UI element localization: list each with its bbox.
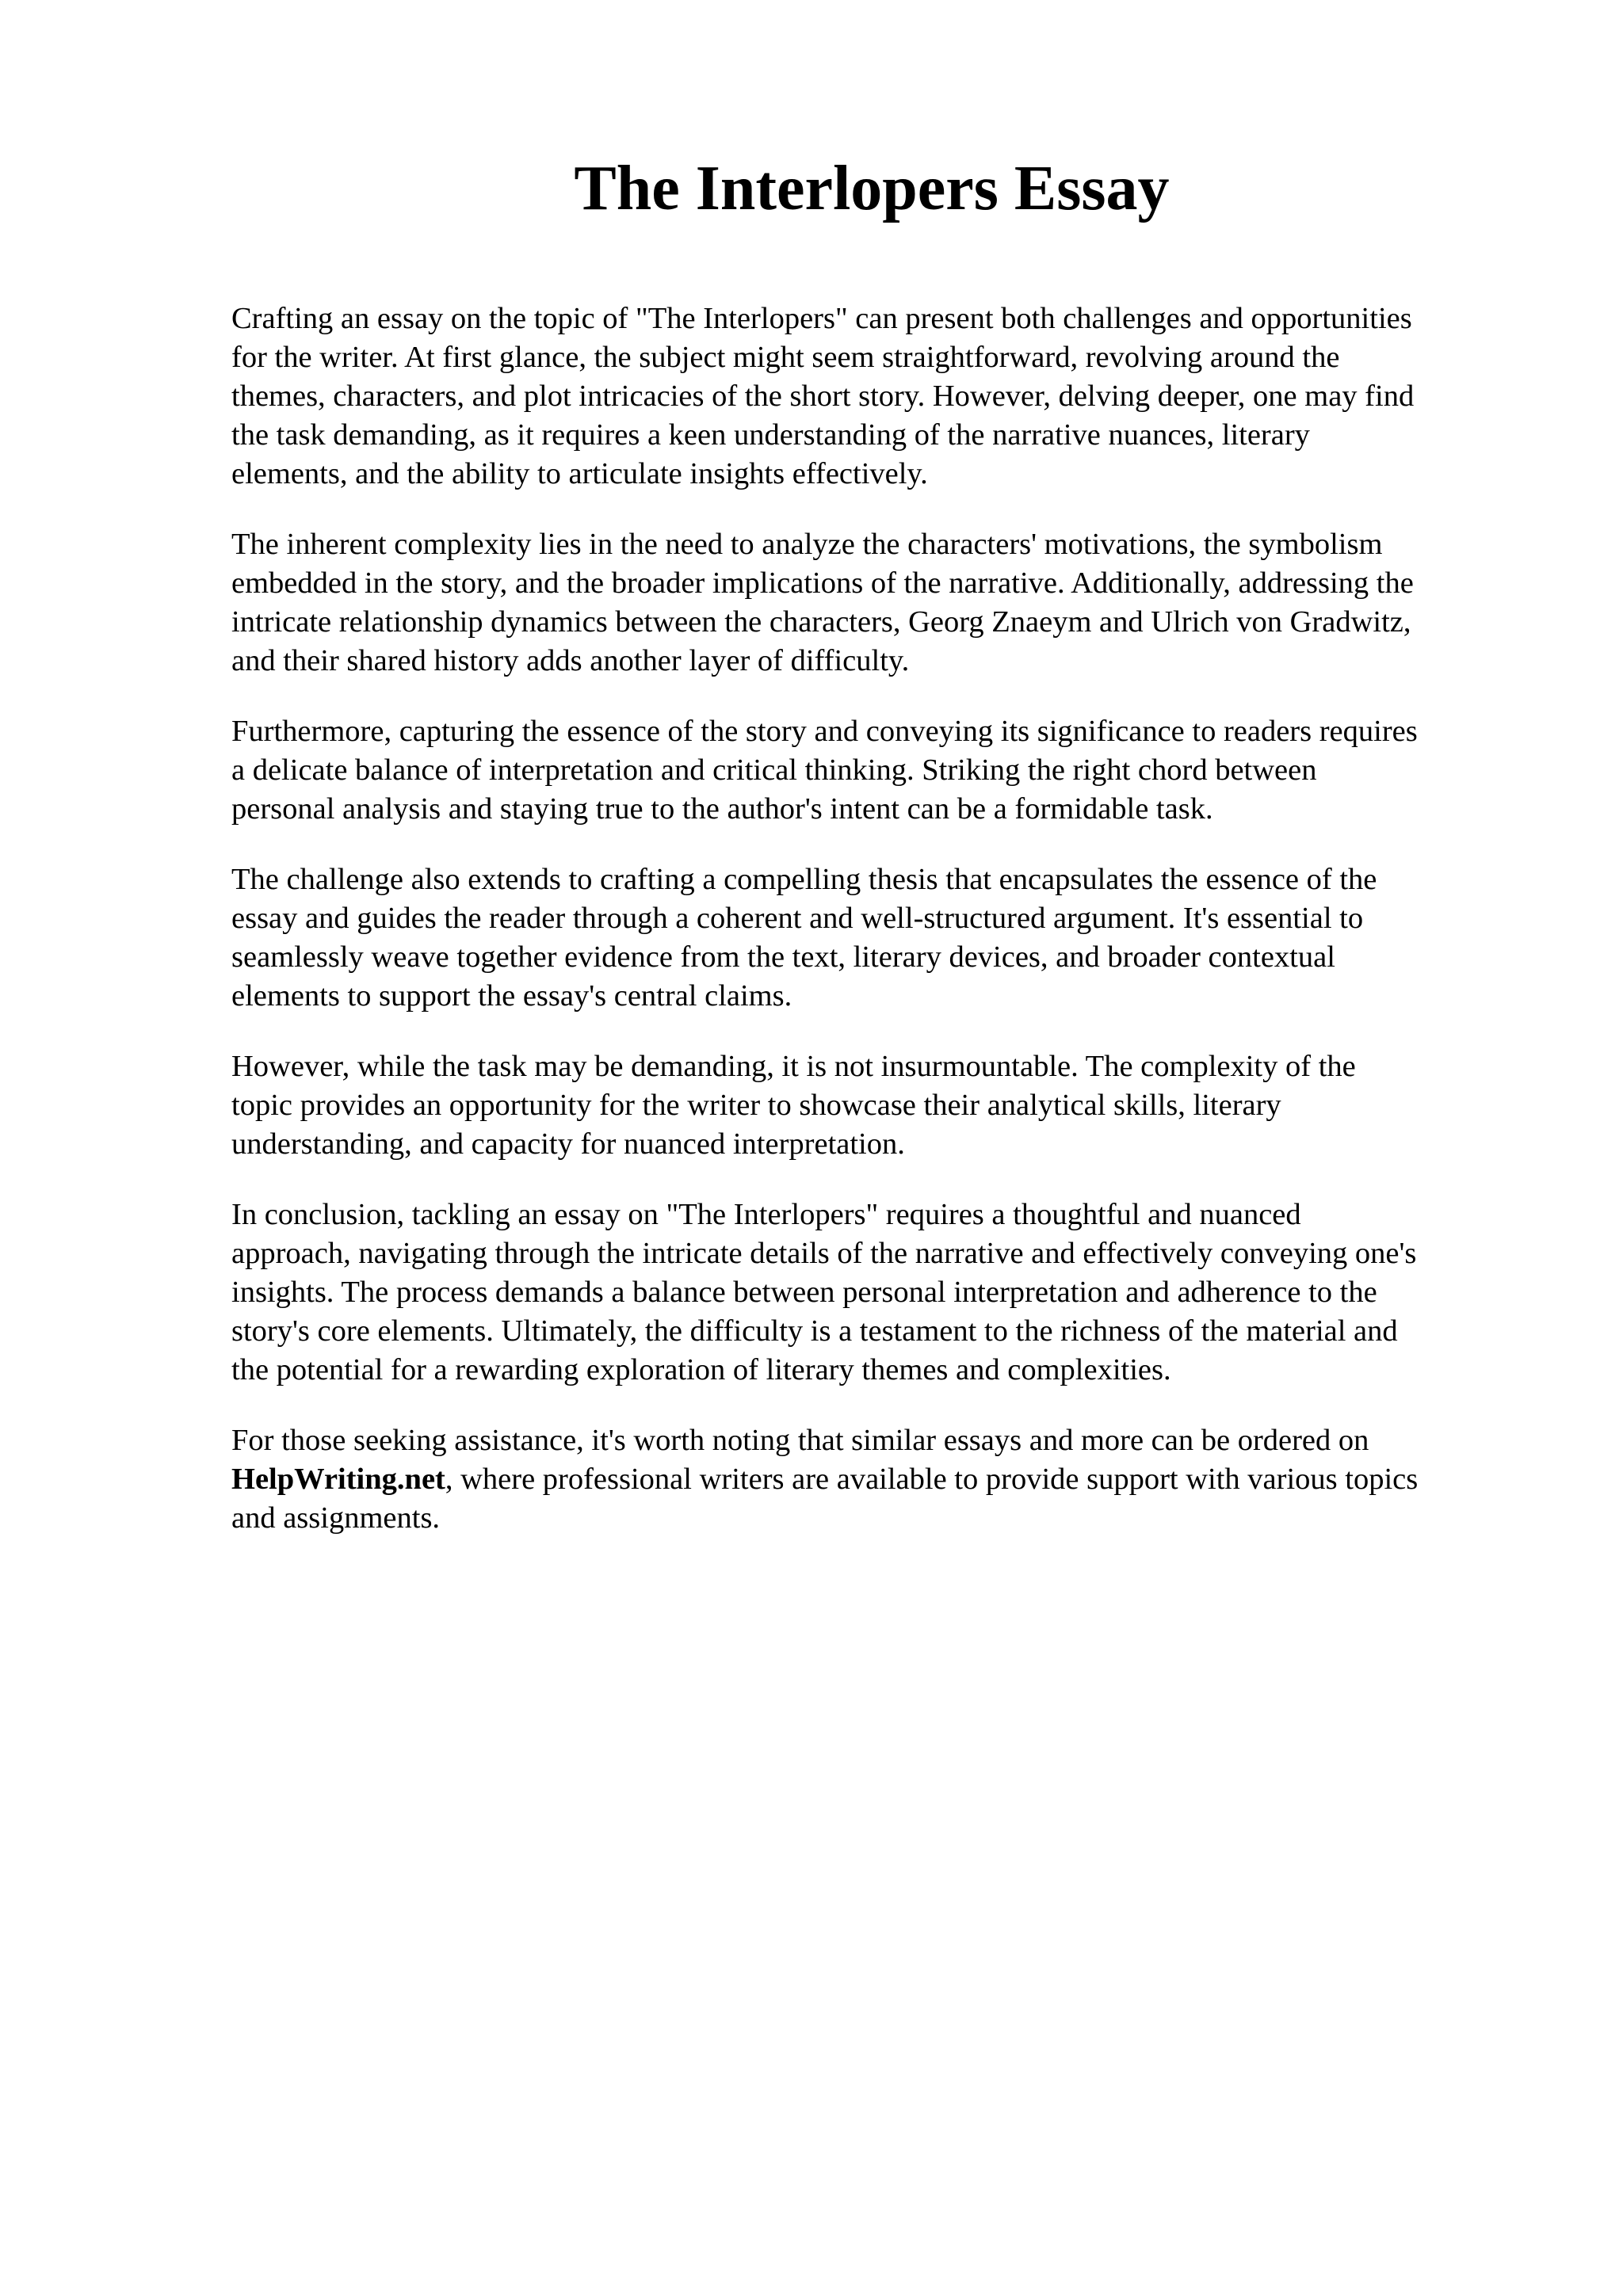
page-title: The Interlopers Essay — [574, 154, 1170, 223]
closing-paragraph — [231, 1421, 1515, 1538]
essay-body — [231, 299, 1515, 1569]
closing-text-after: , where professional writers are available to provide support with various topics and assignments. — [231, 1463, 1419, 1535]
closing-text-before: For those seeking assistance, it's worth noting that similar essays and more can be ordered on — [231, 1424, 1369, 1457]
paragraph-1: Crafting an essay on the topic of "The Interlopers" can present both challenges and opportunities for the writer. At first glance, the subject might seem straightforward, revolving around the themes, characters, and plot intricacies of the short story. However, delving deeper, one may find the task demanding, as it requires a keen understanding of the narrative nuances, literary elements, and the ability to articulate insights effectively. — [231, 302, 1415, 490]
paragraph-3: Furthermore, capturing the essence of the story and conveying its significance to readers requires a delicate balance of interpretation and critical thinking. Striking the right chord between personal analysis and staying true to the author's intent can be a formidable task. — [231, 715, 1418, 826]
paragraph-6: In conclusion, tackling an essay on "The Interlopers" requires a thoughtful and nuanced approach, navigating through the intricate details of the narrative and effectively conveying one's insights. The process demands a balance between personal interpretation and adherence to the story's core elements. Ultimately, the difficulty is a testament to the richness of the material and the potential for a rewarding exploration of literary themes and complexities. — [231, 1198, 1417, 1386]
paragraph-4: The challenge also extends to crafting a compelling thesis that encapsulates the essence of the essay and guides the reader through a coherent and well-structured argument. It's essential to seamlessly weave together evidence from the text, literary devices, and broader contextual elements to support the essay's central claims. — [231, 863, 1377, 1013]
paragraph-5: However, while the task may be demanding, it is not insurmountable. The complexity of the topic provides an opportunity for the writer to showcase their analytical skills, literary understanding, and capacity for nuanced interpretation. — [231, 1050, 1356, 1161]
paragraph-2: The inherent complexity lies in the need to analyze the characters' motivations, the symbolism embedded in the story, and the broader implications of the narrative. Additionally, addressing the intricate relationship dynamics between the characters, Georg Znaeym and Ulrich von Gradwitz, and their shared history adds another layer of difficulty. — [231, 528, 1414, 677]
brand-name: HelpWriting.net — [231, 1463, 445, 1496]
